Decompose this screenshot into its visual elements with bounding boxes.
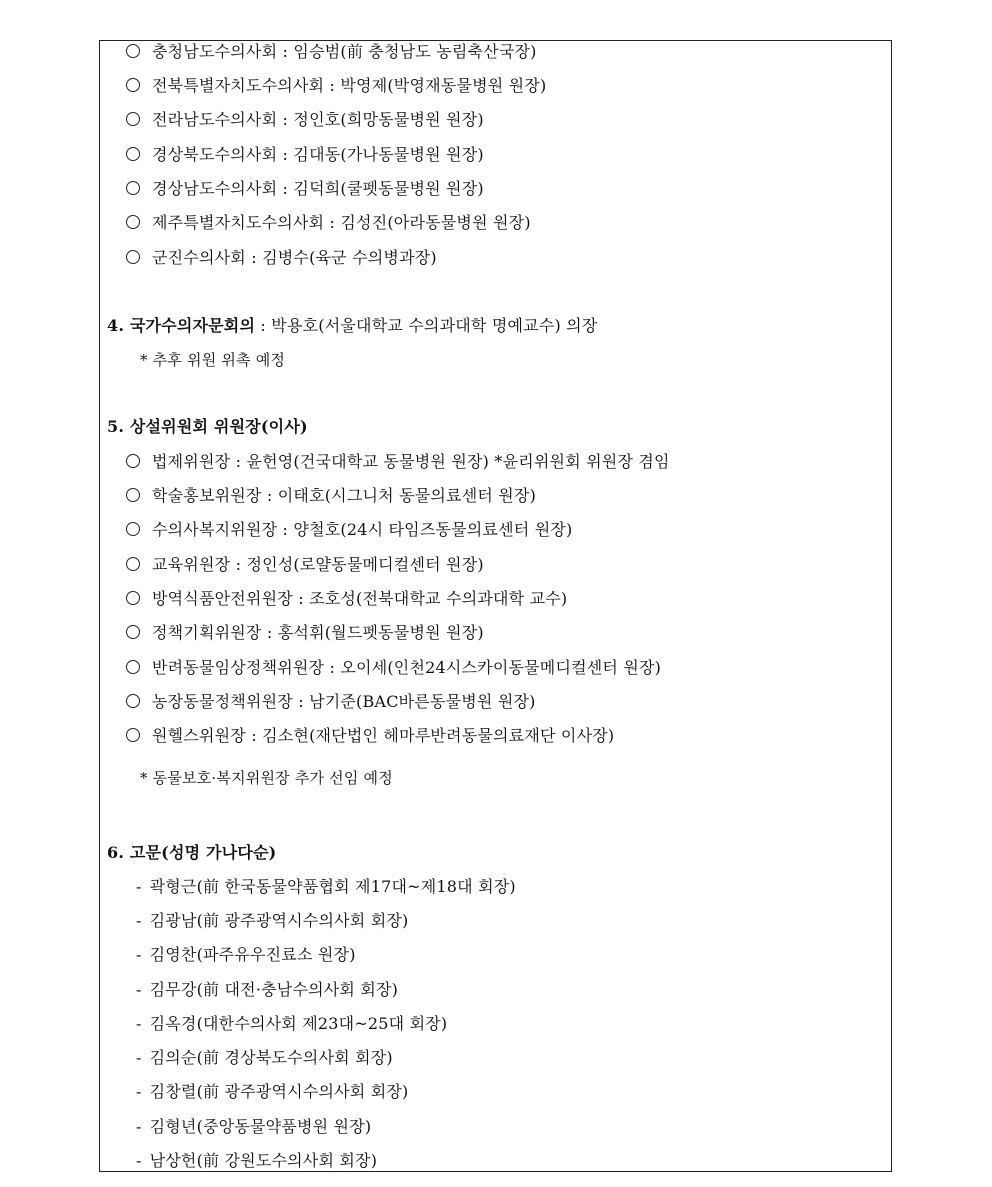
circle-bullet-icon [126, 147, 140, 161]
list-item-text: 곽형근(前 한국동물약품협회 제17대~제18대 회장) [149, 877, 516, 896]
list-item-text: 교육위원장 : 정인성(로얄동물메디컬센터 원장) [152, 555, 484, 574]
dash-bullet-icon: - [136, 1048, 142, 1067]
list-item [126, 41, 537, 63]
list-item [136, 1150, 377, 1172]
circle-bullet-icon [126, 181, 140, 195]
list-item [126, 588, 567, 610]
list-item [136, 876, 516, 898]
dash-bullet-icon: - [136, 1117, 142, 1136]
section-5-heading: 5. 상설위원회 위원장(이사) [107, 417, 308, 436]
list-item-text: 법제위원장 : 윤헌영(건국대학교 동물병원 원장) *윤리위원회 위원장 겸임 [152, 452, 670, 471]
circle-bullet-icon [126, 728, 140, 742]
circle-bullet-icon [126, 250, 140, 264]
list-item-text: 경상남도수의사회 : 김덕희(쿨펫동물병원 원장) [152, 179, 484, 198]
list-item-text: 농장동물정책위원장 : 남기준(BAC바른동물병원 원장) [152, 692, 536, 711]
list-item-text: 김광남(前 광주광역시수의사회 회장) [149, 911, 409, 930]
list-item-text: 수의사복지위원장 : 양철호(24시 타임즈동물의료센터 원장) [152, 520, 573, 539]
dash-bullet-icon: - [136, 911, 142, 930]
dash-bullet-icon: - [136, 945, 142, 964]
list-item [126, 691, 536, 713]
list-item [126, 451, 670, 473]
list-item [126, 109, 484, 131]
list-item [136, 910, 408, 932]
dash-bullet-icon: - [136, 1082, 142, 1101]
list-item [126, 144, 484, 166]
list-item-text: 충청남도수의사회 : 임승범(前 충청남도 농림축산국장) [152, 42, 537, 61]
list-item-text: 정책기획위원장 : 홍석휘(월드펫동물병원 원장) [152, 623, 484, 642]
circle-bullet-icon [126, 78, 140, 92]
list-item [126, 554, 484, 576]
section-5-note: * 동물보호·복지위원장 추가 선임 예정 [140, 769, 393, 787]
list-item-text: 방역식품안전위원장 : 조호성(전북대학교 수의과대학 교수) [152, 589, 568, 608]
list-item [136, 979, 398, 1001]
list-item [126, 622, 484, 644]
list-item-text: 김의순(前 경상북도수의사회 회장) [149, 1048, 393, 1067]
circle-bullet-icon [126, 112, 140, 126]
list-item-text: 경상북도수의사회 : 김대동(가나동물병원 원장) [152, 145, 484, 164]
list-item [136, 1116, 371, 1138]
circle-bullet-icon [126, 557, 140, 571]
list-item-text: 김무강(前 대전·충남수의사회 회장) [149, 980, 399, 999]
section-6-heading: 6. 고문(성명 가나다순) [107, 843, 277, 862]
list-item-text: 김영찬(파주유우진료소 원장) [149, 945, 356, 964]
list-item-text: 전북특별자치도수의사회 : 박영제(박영재동물병원 원장) [152, 76, 547, 95]
dash-bullet-icon: - [136, 877, 142, 896]
list-item-text: 제주특별자치도수의사회 : 김성진(아라동물병원 원장) [152, 213, 531, 232]
list-item-text: 남상헌(前 강원도수의사회 회장) [149, 1151, 378, 1170]
circle-bullet-icon [126, 454, 140, 468]
list-item [126, 725, 614, 747]
list-item-text: 군진수의사회 : 김병수(육군 수의병과장) [152, 248, 437, 267]
list-item [126, 657, 661, 679]
section-4-chair: : 박용호(서울대학교 수의과대학 명예교수) 의장 [255, 316, 598, 335]
circle-bullet-icon [126, 522, 140, 536]
list-item [136, 1047, 393, 1069]
dash-bullet-icon: - [136, 1151, 142, 1170]
list-item-text: 전라남도수의사회 : 정인호(희망동물병원 원장) [152, 110, 484, 129]
circle-bullet-icon [126, 625, 140, 639]
list-item [136, 1081, 408, 1103]
list-item-text: 김옥경(대한수의사회 제23대~25대 회장) [149, 1014, 448, 1033]
list-item [126, 178, 484, 200]
list-item-text: 반려동물임상정책위원장 : 오이세(인천24시스카이동물메디컬센터 원장) [152, 658, 662, 677]
circle-bullet-icon [126, 694, 140, 708]
dash-bullet-icon: - [136, 980, 142, 999]
circle-bullet-icon [126, 44, 140, 58]
section-4-note: * 추후 위원 위촉 예정 [140, 351, 286, 369]
circle-bullet-icon [126, 488, 140, 502]
section-4-title: 4. 국가수의자문회의 [107, 316, 256, 335]
section-4-heading [107, 315, 598, 337]
list-item [136, 1013, 447, 1035]
list-item [126, 75, 546, 97]
list-item-text: 학술홍보위원장 : 이태호(시그니처 동물의료센터 원장) [152, 486, 537, 505]
list-item [126, 485, 536, 507]
list-item-text: 원헬스위원장 : 김소현(재단법인 헤마루반려동물의료재단 이사장) [152, 726, 615, 745]
list-item [126, 247, 437, 269]
dash-bullet-icon: - [136, 1014, 142, 1033]
circle-bullet-icon [126, 591, 140, 605]
circle-bullet-icon [126, 215, 140, 229]
list-item [126, 519, 572, 541]
list-item [126, 212, 531, 234]
list-item [136, 944, 356, 966]
list-item-text: 김창렬(前 광주광역시수의사회 회장) [149, 1082, 409, 1101]
circle-bullet-icon [126, 660, 140, 674]
list-item-text: 김형년(중앙동물약품병원 원장) [149, 1117, 372, 1136]
